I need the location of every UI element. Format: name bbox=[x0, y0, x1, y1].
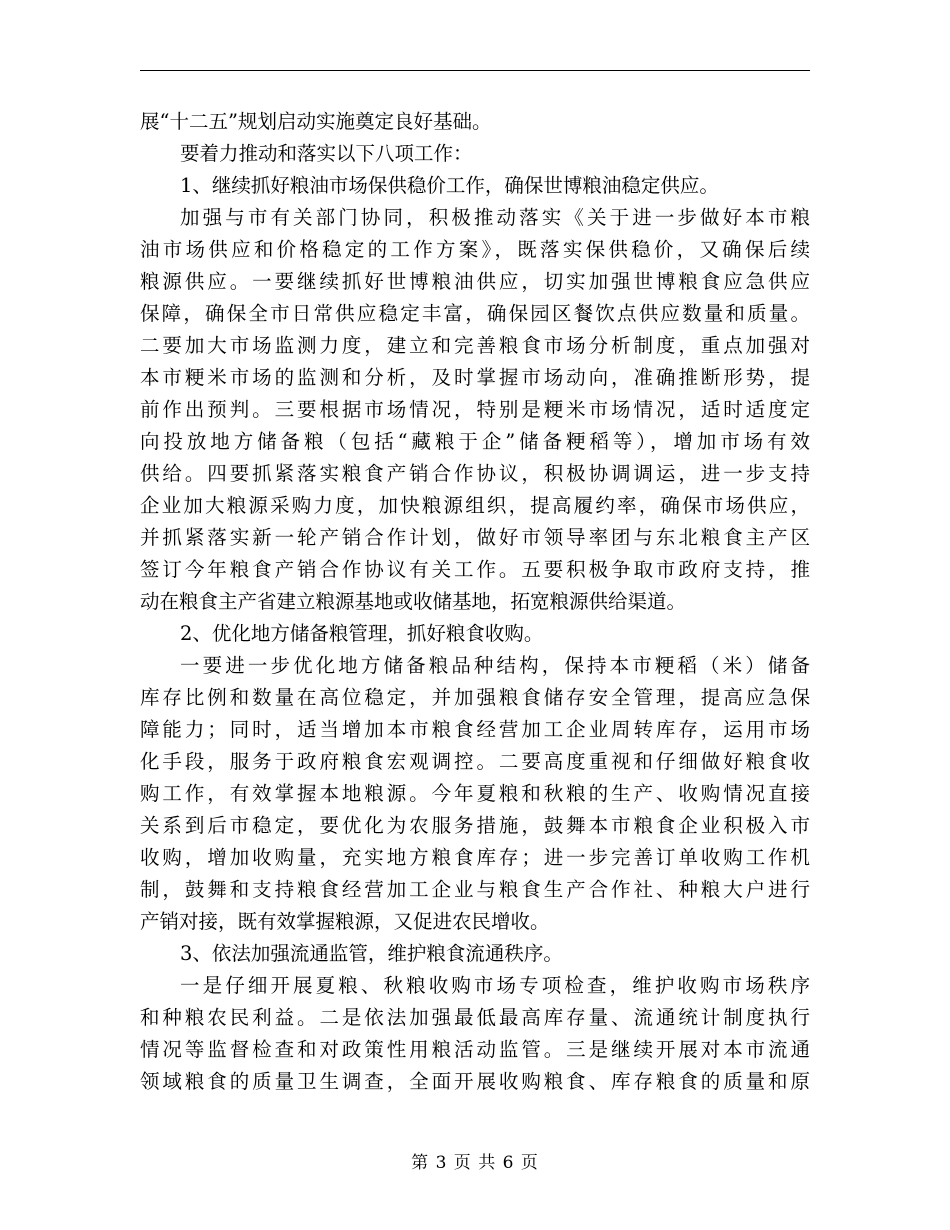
text-line: 保障，确保全市日常供应稳定丰富，确保园区餐饮点供应数量和质量。 bbox=[140, 302, 810, 325]
text-line: 前作出预判。三要根据市场情况，特别是粳米市场情况，适时适度定 bbox=[140, 398, 810, 421]
text-line: 2、优化地方储备粮管理，抓好粮食收购。 bbox=[180, 622, 544, 645]
text-line: 要着力推动和落实以下八项工作： bbox=[180, 142, 473, 165]
text-line: 制，鼓舞和支持粮食经营加工企业与粮食生产合作社、种粮大户进行 bbox=[140, 878, 810, 901]
text-line: 产销对接，既有效掌握粮源，又促进农民增收。 bbox=[140, 910, 550, 933]
header-rule bbox=[140, 70, 810, 71]
page-footer: 第 3 页 共 6 页 bbox=[411, 1153, 539, 1173]
text-line: 1、继续抓好粮油市场保供稳价工作，确保世博粮油稳定供应。 bbox=[180, 174, 719, 197]
text-line: 关系到后市稳定，要优化为农服务措施，鼓舞本市粮食企业积极入市 bbox=[140, 814, 810, 837]
text-line: 情况等监督检查和对政策性用粮活动监管。三是继续开展对本市流通 bbox=[140, 1038, 810, 1061]
text-line: 障能力；同时，适当增加本市粮食经营加工企业周转库存，运用市场 bbox=[140, 718, 810, 741]
text-line: 库存比例和数量在高位稳定，并加强粮食储存安全管理，提高应急保 bbox=[140, 686, 810, 709]
text-line: 油市场供应和价格稳定的工作方案》，既落实保供稳价，又确保后续 bbox=[140, 238, 810, 261]
text-line: 动在粮食主产省建立粮源基地或收储基地，拓宽粮源供给渠道。 bbox=[140, 590, 687, 613]
text-line: 供给。四要抓紧落实粮食产销合作协议，积极协调调运，进一步支持 bbox=[140, 462, 810, 485]
text-line: 领域粮食的质量卫生调查，全面开展收购粮食、库存粮食的质量和原 bbox=[140, 1070, 810, 1093]
text-line: 粮源供应。一要继续抓好世博粮油供应，切实加强世博粮食应急供应 bbox=[140, 270, 810, 293]
text-line: 一是仔细开展夏粮、秋粮收购市场专项检查，维护收购市场秩序 bbox=[180, 974, 810, 997]
text-line: 二要加大市场监测力度，建立和完善粮食市场分析制度，重点加强对 bbox=[140, 334, 810, 357]
text-line: 展“十二五”规划启动实施奠定良好基础。 bbox=[140, 110, 492, 133]
text-line: 加强与市有关部门协同，积极推动落实《关于进一步做好本市粮 bbox=[180, 206, 810, 229]
text-line: 购工作，有效掌握本地粮源。今年夏粮和秋粮的生产、收购情况直接 bbox=[140, 782, 810, 805]
text-line: 一要进一步优化地方储备粮品种结构，保持本市粳稻（米）储备 bbox=[180, 654, 810, 677]
text-line: 向投放地方储备粮（包括“藏粮于企”储备粳稻等），增加市场有效 bbox=[140, 430, 810, 453]
text-line: 收购，增加收购量，充实地方粮食库存；进一步完善订单收购工作机 bbox=[140, 846, 810, 869]
text-line: 和种粮农民利益。二是依法加强最低最高库存量、流通统计制度执行 bbox=[140, 1006, 810, 1029]
text-line: 并抓紧落实新一轮产销合作计划，做好市领导率团与东北粮食主产区 bbox=[140, 526, 810, 549]
text-line: 3、依法加强流通监管，维护粮食流通秩序。 bbox=[180, 942, 563, 965]
text-line: 签订今年粮食产销合作协议有关工作。五要积极争取市政府支持，推 bbox=[140, 558, 810, 581]
text-line: 化手段，服务于政府粮食宏观调控。二要高度重视和仔细做好粮食收 bbox=[140, 750, 810, 773]
document-body bbox=[140, 106, 810, 1098]
text-line: 本市粳米市场的监测和分析，及时掌握市场动向，准确推断形势，提 bbox=[140, 366, 810, 389]
text-line: 企业加大粮源采购力度，加快粮源组织，提高履约率，确保市场供应， bbox=[140, 494, 810, 517]
